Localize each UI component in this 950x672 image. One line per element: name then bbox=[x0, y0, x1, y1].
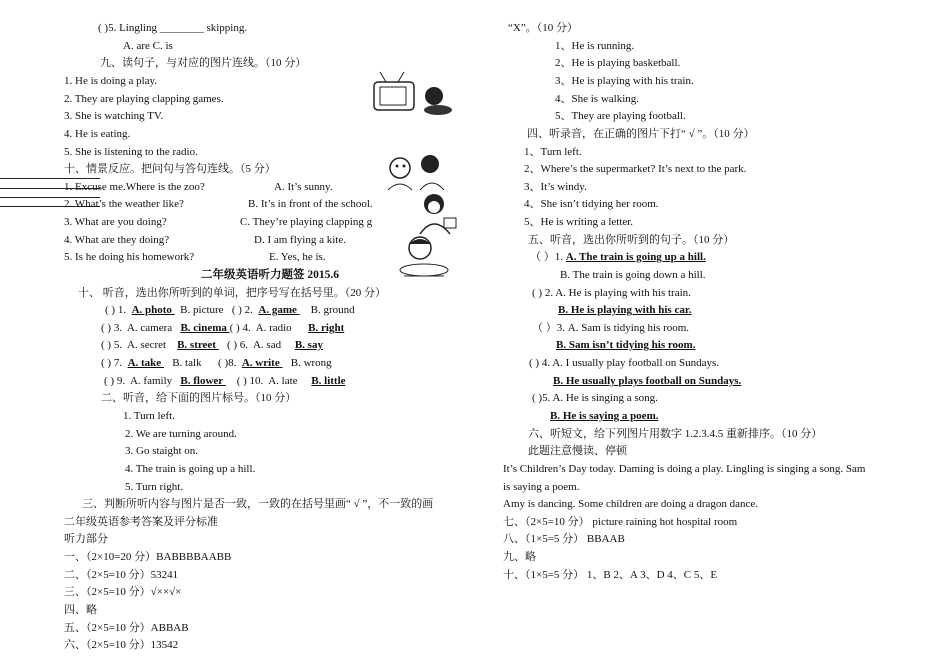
sentence-choice: B. Sam isn’t tidying his room. bbox=[556, 339, 696, 351]
list-item: 5、They are playing football. bbox=[555, 110, 686, 122]
tv-kids-picture bbox=[368, 70, 456, 116]
match-answer: A. It’s sunny. bbox=[274, 181, 333, 193]
section-header: 三、判断所听内容与图片是否一致，一致的在括号里画“ √ ”，不一致的画 bbox=[82, 498, 434, 510]
list-item: 4、She isn’t tidying her room. bbox=[524, 198, 659, 210]
section-header: 九、读句子，与对应的图片连线。（10 分） bbox=[100, 57, 307, 69]
section-header: 四、听录音，在正确的图片下打“ √ ”。（10 分） bbox=[527, 128, 755, 140]
match-answer: D. I am flying a kite. bbox=[254, 234, 346, 246]
passage-line: It’s Children’s Day today. Daming is doing a play. Lingling is singing a song. Sam bbox=[503, 463, 866, 475]
list-item: 3、He is playing with his train. bbox=[555, 75, 694, 87]
section-header: 五、听音，选出你所听到的句子。（10 分） bbox=[528, 234, 735, 246]
note-text: 此题注意慢读、停顿 bbox=[528, 445, 627, 457]
match-answer: C. They’re playing clapping g bbox=[240, 216, 373, 228]
listening-part-label: 听力部分 bbox=[64, 533, 108, 545]
list-item: 5、He is writing a letter. bbox=[524, 216, 634, 228]
list-item: 1. Turn left. bbox=[123, 410, 175, 422]
list-item: 2、He is playing basketball. bbox=[555, 57, 681, 69]
answer-line: 一、（2×10=20 分）BABBBBAABB bbox=[64, 551, 232, 563]
continuation-line: “X”。（10 分） bbox=[508, 22, 578, 34]
answer-key-title: 二年级英语听力题签 2015.6 bbox=[201, 269, 339, 281]
section-header: 十、情景反应。把问句与答句连线。（5 分） bbox=[64, 163, 276, 175]
margin-line bbox=[0, 178, 100, 179]
passage-line: Amy is dancing. Some children are doing a dragon dance. bbox=[503, 498, 759, 510]
standard-title: 二年级英语参考答案及评分标准 bbox=[64, 516, 218, 528]
section-header: 十、 听音，选出你所听到的单词，把序号写在括号里。（20 分） bbox=[78, 287, 386, 299]
word-choice-row: ( ) 3. A. camera B. cinema ( ) 4. A. radio B. right bbox=[101, 322, 345, 334]
question-line: ( )5. Lingling ________ skipping. bbox=[98, 22, 248, 34]
answer-line: 八、（1×5=5 分） BBAAB bbox=[503, 533, 625, 545]
match-question: 1. Excuse me.Where is the zoo? bbox=[64, 181, 205, 193]
sentence-choice: （ ）1. A. The train is going up a hill. bbox=[530, 251, 706, 263]
answer-line: 四、略 bbox=[64, 604, 97, 616]
list-item: 3. Go staight on. bbox=[125, 445, 199, 457]
word-choice-row: ( ) 9. A. family B. flower ( ) 10. A. late B. little bbox=[104, 375, 346, 387]
match-answer: E. Yes, he is. bbox=[269, 251, 326, 263]
question-options: A. are C. is bbox=[123, 40, 173, 52]
answer-line: 六、（2×5=10 分）13542 bbox=[64, 639, 179, 651]
list-item: 2. We are turning around. bbox=[125, 428, 237, 440]
match-answer: B. It’s in front of the school. bbox=[248, 198, 373, 210]
list-item: 4. The train is going up a hill. bbox=[125, 463, 256, 475]
sentence-choice: B. The train is going down a hill. bbox=[560, 269, 706, 281]
word-choice-row: ( ) 5. A. secret B. street ( ) 6. A. sad B. say bbox=[101, 339, 323, 351]
word-choice-row: ( ) 1. A. photo B. picture ( ) 2. A. game B. ground bbox=[105, 304, 355, 316]
list-item: 2、Where’s the supermarket? It’s next to the park. bbox=[524, 163, 747, 175]
sentence-choice: ( ) 4. A. I usually play football on Sundays. bbox=[529, 357, 720, 369]
answer-line: 二、（2×5=10 分）53241 bbox=[64, 569, 179, 581]
sentence-choice: ( ) 2. A. He is playing with his train. bbox=[532, 287, 691, 299]
match-question: 5. Is he doing his homework? bbox=[64, 251, 195, 263]
match-question: 4. What are they doing? bbox=[64, 234, 170, 246]
match-question: 3. What are you doing? bbox=[64, 216, 167, 228]
sentence-choice: （ ）3. A. Sam is tidying his room. bbox=[532, 322, 690, 334]
boy-eating-picture bbox=[394, 234, 456, 280]
sentence-choice: B. He is playing with his car. bbox=[558, 304, 692, 316]
sentence-choice: ( )5. A. He is singing a song. bbox=[532, 392, 658, 404]
passage-line: is saying a poem. bbox=[503, 481, 580, 493]
answer-line: 十、（1×5=5 分） 1、B 2、A 3、D 4、C 5、E bbox=[503, 569, 718, 581]
sentence-item: 3. She is watching TV. bbox=[64, 110, 164, 122]
answer-line: 三、（2×5=10 分）√××√× bbox=[64, 586, 182, 598]
girl-radio-picture bbox=[412, 190, 460, 236]
answer-line: 五、（2×5=10 分）ABBAB bbox=[64, 622, 189, 634]
answer-line: 七、（2×5=10 分） picture raining hot hospital room bbox=[503, 516, 738, 528]
sentence-item: 4. He is eating. bbox=[64, 128, 131, 140]
list-item: 4、She is walking. bbox=[555, 93, 640, 105]
list-item: 5. Turn right. bbox=[125, 481, 184, 493]
sentence-item: 1. He is doing a play. bbox=[64, 75, 158, 87]
section-header: 六、听短文，给下列图片用数字 1.2.3.4.5 重新排序。（10 分） bbox=[528, 428, 823, 440]
section-header: 二、听音，给下面的图片标号。（10 分） bbox=[101, 392, 297, 404]
match-question: 2. What’s the weather like? bbox=[64, 198, 184, 210]
sentence-choice: B. He is saying a poem. bbox=[550, 410, 659, 422]
sentence-choice: B. He usually plays football on Sundays. bbox=[553, 375, 742, 387]
list-item: 1、Turn left. bbox=[524, 146, 582, 158]
answer-line: 九、略 bbox=[503, 551, 536, 563]
word-choice-row: ( ) 7. A. take B. talk ( )8. A. write B. wrong bbox=[101, 357, 332, 369]
sentence-item: 5. She is listening to the radio. bbox=[64, 146, 198, 158]
sentence-item: 2. They are playing clapping games. bbox=[64, 93, 224, 105]
list-item: 3、It’s windy. bbox=[524, 181, 587, 193]
list-item: 1、He is running. bbox=[555, 40, 635, 52]
